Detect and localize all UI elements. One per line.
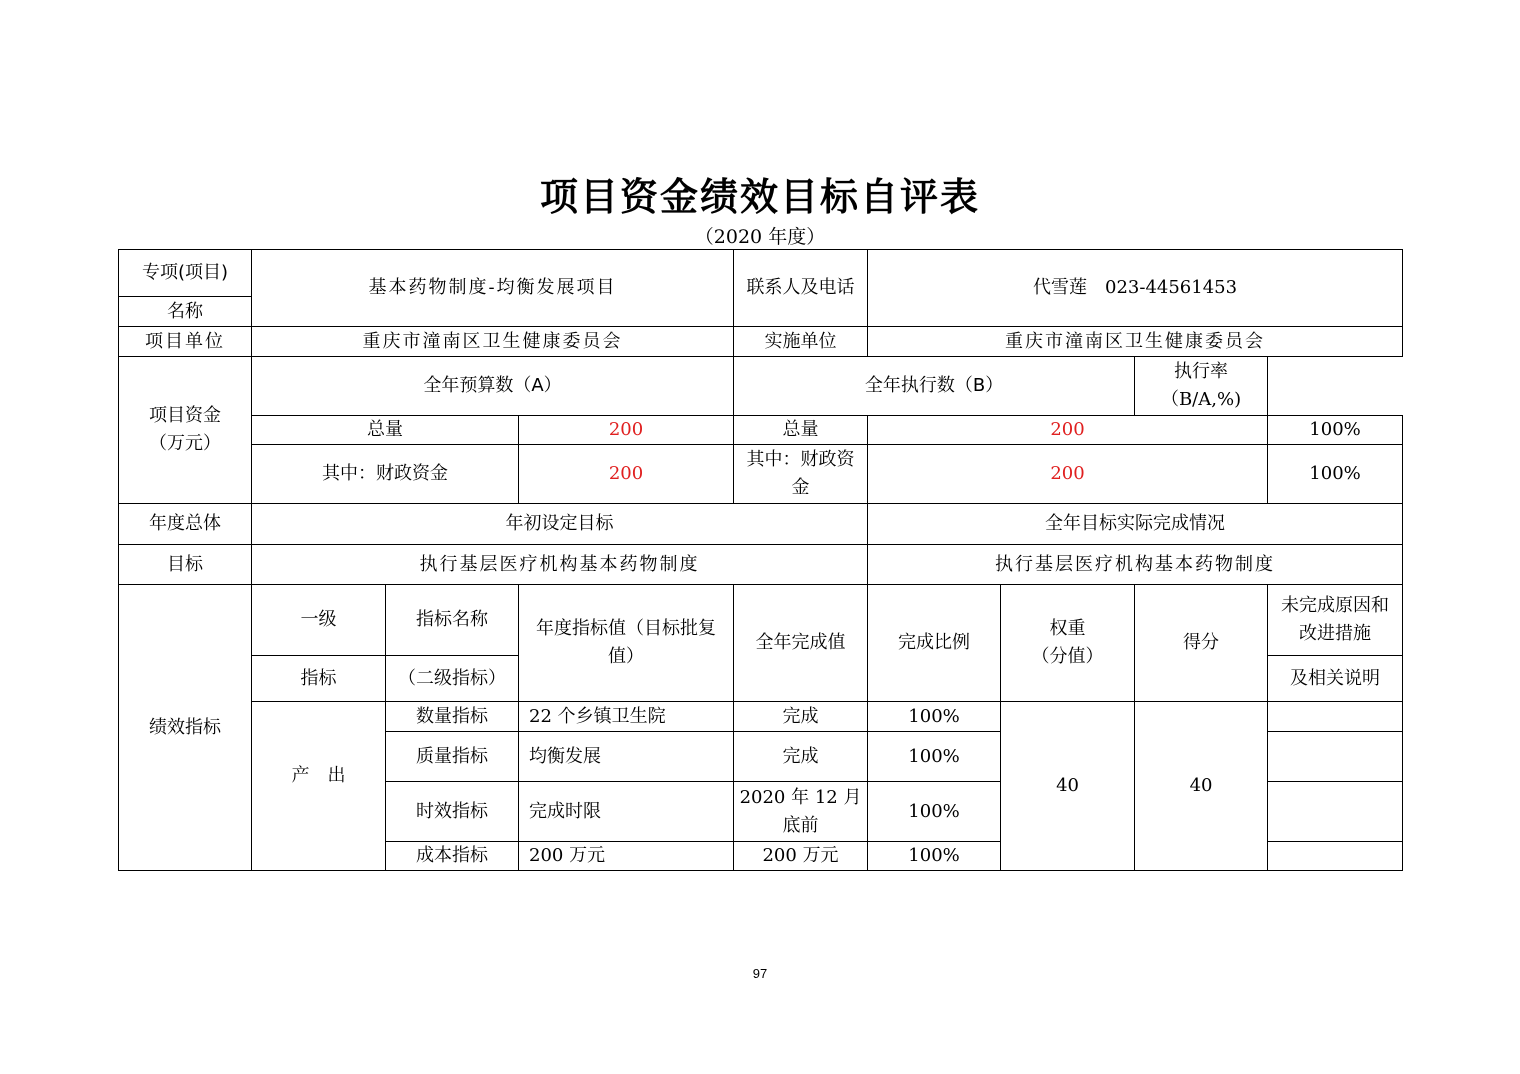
indicator-note: [1268, 842, 1403, 871]
self-evaluation-table: [118, 249, 1403, 871]
indicator-name: 成本指标: [386, 842, 519, 871]
perf-header-reason-top: [1268, 585, 1403, 656]
budget-header: 全年预算数（A）: [252, 357, 734, 416]
perf-header-reason-line1: 未完成原因和: [1281, 595, 1390, 616]
total-label: 总量: [252, 416, 519, 445]
perf-header-weight-line1: 权重: [1049, 618, 1086, 639]
perf-header-weight-line2: （分值）: [1031, 646, 1104, 667]
fiscal-label-b-line1: 其中：财政资: [746, 449, 855, 470]
perf-header-weight: [1001, 585, 1135, 702]
rate-header: [1135, 357, 1268, 416]
total-exec: 200: [868, 416, 1268, 445]
table-row: [119, 702, 1403, 732]
indicator-target: 200 万元: [519, 842, 734, 871]
indicator-name: 时效指标: [386, 782, 519, 842]
funds-label-line1: 项目资金: [149, 405, 221, 426]
goal-label-bottom: 目标: [119, 545, 252, 585]
perf-header-score: 得分: [1135, 585, 1268, 702]
perf-header-level-top: 一级: [252, 585, 386, 656]
goal-label-top: 年度总体: [119, 504, 252, 545]
indicator-ratio: 100%: [868, 732, 1001, 782]
fiscal-label-b-line2: 金: [791, 477, 810, 498]
goal-actual-value: 执行基层医疗机构基本药物制度: [868, 545, 1403, 585]
indicator-done: [734, 782, 868, 842]
indicator-done: 200 万元: [734, 842, 868, 871]
contact-value: 代雪莲 023-44561453: [868, 250, 1403, 327]
page-number: 97: [752, 966, 768, 981]
perf-header-reason-line2: 改进措施: [1299, 623, 1372, 644]
rate-header-line1: 执行率: [1174, 361, 1229, 382]
fiscal-rate: 100%: [1268, 445, 1403, 504]
contact-label: 联系人及电话: [734, 250, 868, 327]
impl-unit-value: 重庆市潼南区卫生健康委员会: [868, 327, 1403, 357]
page-title: 项目资金绩效目标自评表: [539, 174, 980, 219]
rate-header-line2: （B/A,%): [1160, 389, 1242, 410]
fiscal-budget: 200: [519, 445, 734, 504]
indicator-done: 完成: [734, 702, 868, 732]
indicator-name: 数量指标: [386, 702, 519, 732]
indicator-note: [1268, 732, 1403, 782]
goal-set-header: 年初设定目标: [252, 504, 868, 545]
perf-header-reason-bottom: 及相关说明: [1268, 656, 1403, 702]
perf-category: 产 出: [252, 702, 386, 871]
year-subtitle: （2020 年度）: [694, 226, 826, 248]
total-budget: 200: [519, 416, 734, 445]
indicator-note: [1268, 702, 1403, 732]
project-name-value: 基本药物制度-均衡发展项目: [252, 250, 734, 327]
perf-header-name-top: 指标名称: [386, 585, 519, 656]
indicator-target: 22 个乡镇卫生院: [519, 702, 734, 732]
indicator-done-line1: 2020 年 12 月: [739, 786, 862, 808]
fiscal-label-b: [734, 445, 868, 504]
perf-header-done: 全年完成值: [734, 585, 868, 702]
project-name-label-top: 专项(项目): [119, 250, 252, 297]
perf-score: 40: [1135, 702, 1268, 871]
indicator-note: [1268, 782, 1403, 842]
funds-label: [119, 357, 252, 504]
goal-actual-header: 全年目标实际完成情况: [868, 504, 1403, 545]
exec-header: 全年执行数（B）: [734, 357, 1135, 416]
project-unit-label: 项目单位: [119, 327, 252, 357]
total-label-b: 总量: [734, 416, 868, 445]
indicator-target: 完成时限: [519, 782, 734, 842]
indicator-ratio: 100%: [868, 842, 1001, 871]
perf-header-level-bottom: 指标: [252, 656, 386, 702]
funds-label-line2: （万元）: [149, 433, 221, 454]
fiscal-exec: 200: [868, 445, 1268, 504]
indicator-ratio: 100%: [868, 782, 1001, 842]
indicator-name: 质量指标: [386, 732, 519, 782]
perf-header-ratio: 完成比例: [868, 585, 1001, 702]
perf-header-target: 年度指标值（目标批复值）: [519, 585, 734, 702]
indicator-target: 均衡发展: [519, 732, 734, 782]
goal-set-value: 执行基层医疗机构基本药物制度: [252, 545, 868, 585]
indicator-done-line2: 底前: [782, 814, 819, 836]
indicator-ratio: 100%: [868, 702, 1001, 732]
fiscal-label: 其中：财政资金: [252, 445, 519, 504]
project-name-label-bottom: 名称: [119, 297, 252, 327]
perf-label: 绩效指标: [119, 585, 252, 871]
total-rate: 100%: [1268, 416, 1403, 445]
impl-unit-label: 实施单位: [734, 327, 868, 357]
project-unit-value: 重庆市潼南区卫生健康委员会: [252, 327, 734, 357]
indicator-done: 完成: [734, 732, 868, 782]
perf-header-name-bottom: （二级指标）: [386, 656, 519, 702]
perf-weight: 40: [1001, 702, 1135, 871]
